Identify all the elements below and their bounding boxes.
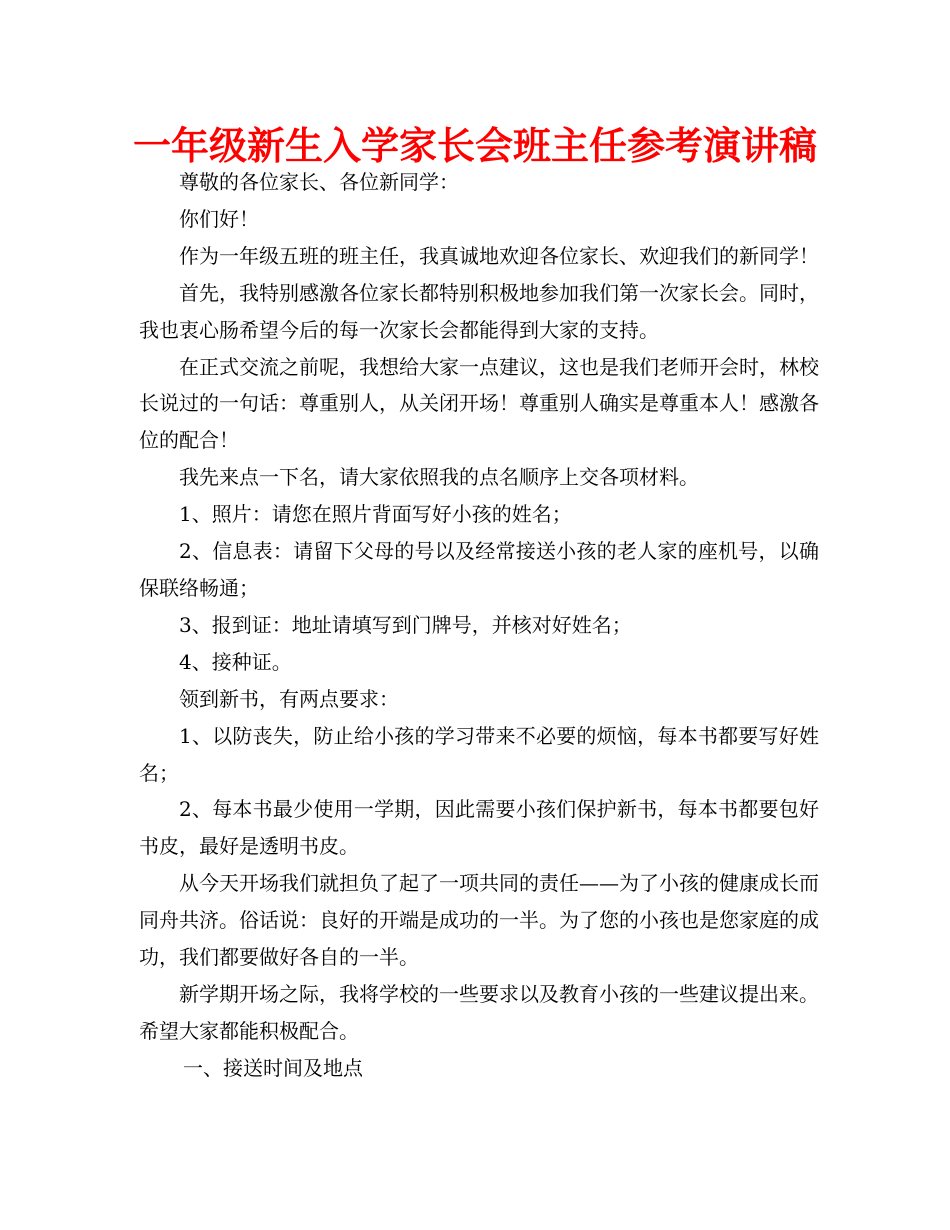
document-title: 一年级新生入学家长会班主任参考演讲稿 — [132, 124, 817, 168]
paragraph-suggestion: 在正式交流之前呢，我想给大家一点建议，这也是我们老师开会时，林校长说过的一句话：尊重别人，从关闭开场！尊重别人确实是尊重本人！感激各位的配合！ — [139, 354, 819, 453]
paragraph-responsibility: 从今天开场我们就担负了起了一项共同的责任——为了小孩的健康成长而同舟共济。俗话说：良好的开端是成功的一半。为了您的小孩也是您家庭的成功，我们都要做好各自的一半。 — [139, 871, 819, 970]
list-item-book-names: 1、以防丧失，防止给小孩的学习带来不必要的烦恼，每本书都要写好姓名； — [139, 723, 819, 785]
paragraph-thanks: 首先，我特别感激各位家长都特别积极地参加我们第一次家长会。同时，我也衷心肠希望今后的每一次家长会都能得到大家的支持。 — [139, 280, 819, 342]
list-item-registration: 3、报到证：地址请填写到门牌号，并核对好姓名； — [179, 612, 632, 637]
paragraph-new-term: 新学期开场之际，我将学校的一些要求以及教育小孩的一些建议提出来。希望大家都能积极配合。 — [139, 981, 819, 1043]
paragraph-welcome: 作为一年级五班的班主任，我真诚地欢迎各位家长、欢迎我们的新同学！ — [179, 243, 819, 268]
list-item-photo: 1、照片：请您在照片背面写好小孩的姓名； — [179, 502, 572, 527]
paragraph-salutation: 尊敬的各位家长、各位新同学： — [179, 170, 459, 194]
section-heading-pickup: 一、接送时间及地点 — [183, 1055, 363, 1080]
document-body — [139, 164, 819, 1087]
list-item-vaccination: 4、接种证。 — [179, 649, 292, 674]
paragraph-greeting: 你们好！ — [179, 206, 259, 231]
list-item-book-covers: 2、每本书最少使用一学期，因此需要小孩们保护新书，每本书都要包好书皮，最好是透明书皮。 — [139, 797, 819, 859]
paragraph-roll-call: 我先来点一下名，请大家依照我的点名顺序上交各项材料。 — [179, 465, 699, 490]
list-item-info-form: 2、信息表：请留下父母的号以及经常接送小孩的老人家的座机号，以确保联络畅通； — [139, 539, 819, 600]
paragraph-new-books: 领到新书，有两点要求： — [179, 686, 399, 711]
